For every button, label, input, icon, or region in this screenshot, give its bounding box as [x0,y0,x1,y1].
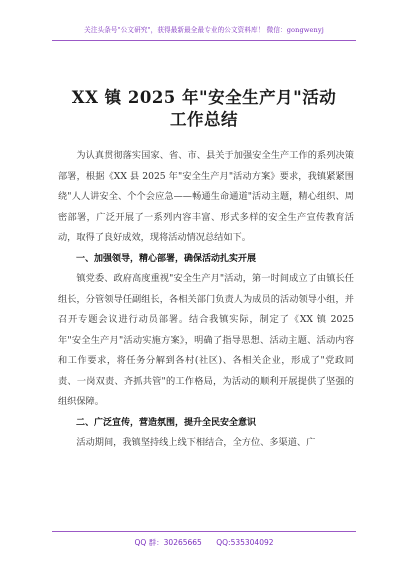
footer-qq-group: QQ 群：30265665 [134,538,202,547]
header-banner: 关注头条号"公文研究"，获得最新最全最专业的公文资料库！ 微信：gongwenyj [84,26,324,34]
document-body [58,146,354,454]
document-title-line2: 工作总结 [170,110,238,129]
section-heading-1: 一、加强领导，精心部署，确保活动扎实开展 [76,253,257,264]
document-title-line1: XX 镇 2025 年"安全生产月"活动 [71,88,337,107]
section-heading-2: 二、广泛宣传，营造氛围，提升全民安全意识 [76,417,257,428]
footer-qq-contact: QQ:535304092 [216,538,274,547]
section-1-paragraph: 镇党委、政府高度重视"安全生产月"活动，第一时间成立了由镇长任组长，分管领导任副组长，各相关部门负责人为成员的活动领导小组，并召开专题会议进行动员部署。结合我镇实际，制定了《XX 镇 2025 年"安全生产月"活动实施方案》，明确了指导思想、活动主题、活动内容和工作要求，将任务分解到各村(社区)、各相关企业，形成了"党政同责、一岗双责、齐抓共管"的工作格局，为活动的顺利开展提供了坚强的组织保障。 [58,273,354,407]
section-2-paragraph: 活动期间，我镇坚持线上线下相结合，全方位、多渠道、广 [76,437,316,448]
footer [0,537,408,548]
footer-divider [52,531,356,532]
intro-paragraph: 为认真贯彻落实国家、省、市、县关于加强安全生产工作的系列决策部署，根据《XX 县 2025 年"安全生产月"活动方案》要求，我镇紧紧围绕"人人讲安全、个个会应急——畅通生命通道"活动主题，精心组织、周密部署，广泛开展了一系列内容丰富、形式多样的安全生产宣传教育活动，取得了良好成效，现将活动情况总结如下。 [58,150,354,243]
header-divider [52,40,356,41]
